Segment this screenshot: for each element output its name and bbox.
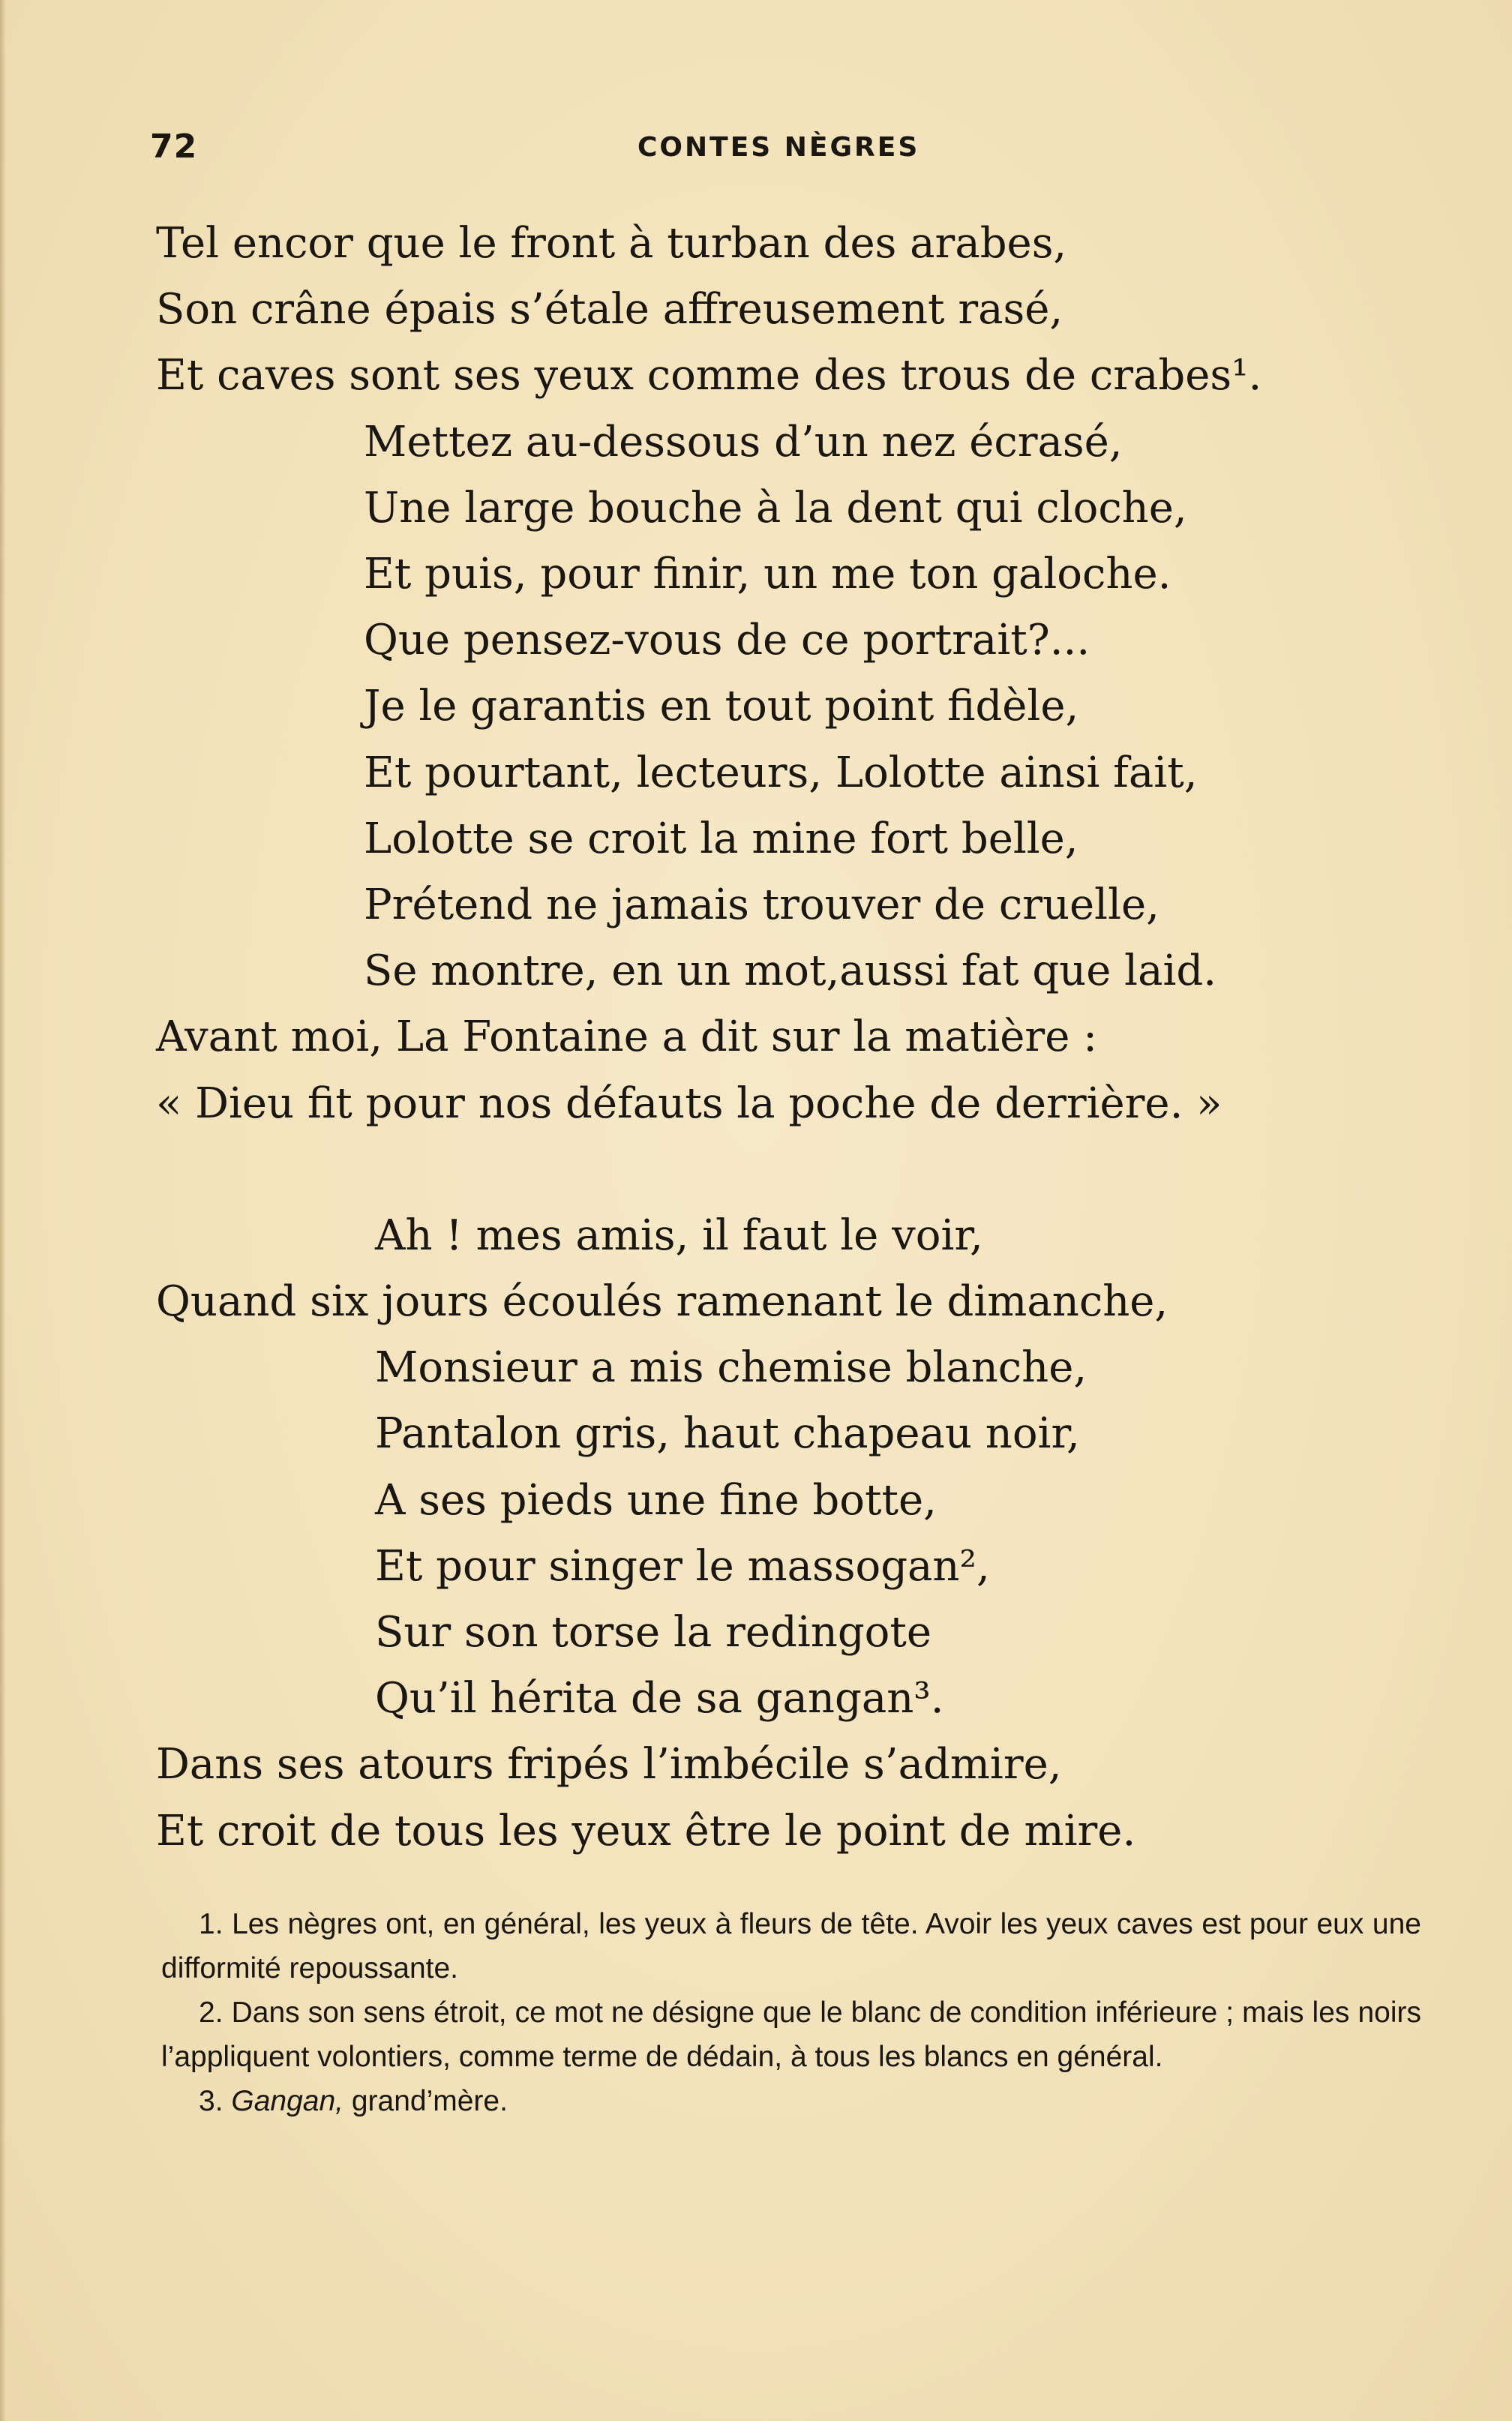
poem-line: A ses pieds une fine botte, bbox=[375, 1475, 937, 1525]
footnote bbox=[161, 1902, 1421, 1990]
poem-line: Et caves sont ses yeux comme des trous de crabes¹. bbox=[156, 351, 1262, 400]
footnote-text: Les nègres ont, en général, les yeux à fleurs de tête. Avoir les yeux caves est pour eux une difformité repoussante. bbox=[161, 1908, 1421, 1984]
poem-line: Quand six jours écoulés ramenant le dimanche, bbox=[156, 1277, 1168, 1326]
running-title: CONTES NÈGRES bbox=[638, 132, 920, 163]
poem-line: Prétend ne jamais trouver de cruelle, bbox=[364, 880, 1160, 929]
footnote bbox=[161, 2079, 1421, 2123]
footnote-text: Dans son sens étroit, ce mot ne désigne que le blanc de condition inférieure ; mais les noirs l’appliquent volontiers, comme terme de dédain, à tous les blancs en général. bbox=[161, 1996, 1421, 2073]
poem-line: Et pour singer le massogan², bbox=[375, 1541, 990, 1591]
poem-line: Que pensez-vous de ce portrait?... bbox=[364, 616, 1090, 665]
poem-line: Et croit de tous les yeux être le point de mire. bbox=[156, 1806, 1136, 1856]
footnote bbox=[161, 1990, 1421, 2079]
poem-line: Une large bouche à la dent qui cloche, bbox=[364, 483, 1187, 532]
poem-line: Et pourtant, lecteurs, Lolotte ainsi fait, bbox=[364, 748, 1198, 797]
running-head bbox=[150, 128, 975, 172]
poem-line: Et puis, pour finir, un me ton galoche. bbox=[364, 550, 1172, 598]
poem-line: Qu’il hérita de sa gangan³. bbox=[375, 1674, 944, 1724]
poem-line: « Dieu fit pour nos défauts la poche de derrière. » bbox=[156, 1078, 1222, 1128]
page-number: 72 bbox=[150, 128, 198, 166]
page-edge-shadow bbox=[0, 0, 6, 2421]
footnote-number: 2. bbox=[199, 1996, 224, 2029]
footnote-number: 3. bbox=[199, 2085, 224, 2117]
poem-line: Monsieur a mis chemise blanche, bbox=[375, 1343, 1088, 1393]
footnote-number: 1. bbox=[199, 1908, 224, 1940]
footnotes bbox=[161, 1902, 1421, 2123]
poem-line: Ah ! mes amis, il faut le voir, bbox=[375, 1210, 983, 1260]
poem-line: Son crâne épais s’étale affreusement rasé, bbox=[156, 285, 1064, 334]
poem-line: Je le garantis en tout point fidèle, bbox=[364, 682, 1079, 731]
poem-line: Avant moi, La Fontaine a dit sur la matière : bbox=[156, 1012, 1097, 1062]
poem-line: Sur son torse la redingote bbox=[375, 1608, 932, 1657]
footnote-text: grand’mère. bbox=[351, 2085, 508, 2117]
footnote-term: Gangan, bbox=[231, 2085, 344, 2117]
poem-line: Lolotte se croit la mine fort belle, bbox=[364, 814, 1078, 863]
poem-line: Se montre, en un mot,aussi fat que laid. bbox=[364, 946, 1217, 996]
poem-line: Mettez au-dessous d’un nez écrasé, bbox=[364, 417, 1123, 466]
poem-line: Pantalon gris, haut chapeau noir, bbox=[375, 1409, 1080, 1459]
poem-line: Tel encor que le front à turban des arabes, bbox=[156, 219, 1067, 268]
poem-line: Dans ses atours fripés l’imbécile s’admire, bbox=[156, 1740, 1062, 1790]
